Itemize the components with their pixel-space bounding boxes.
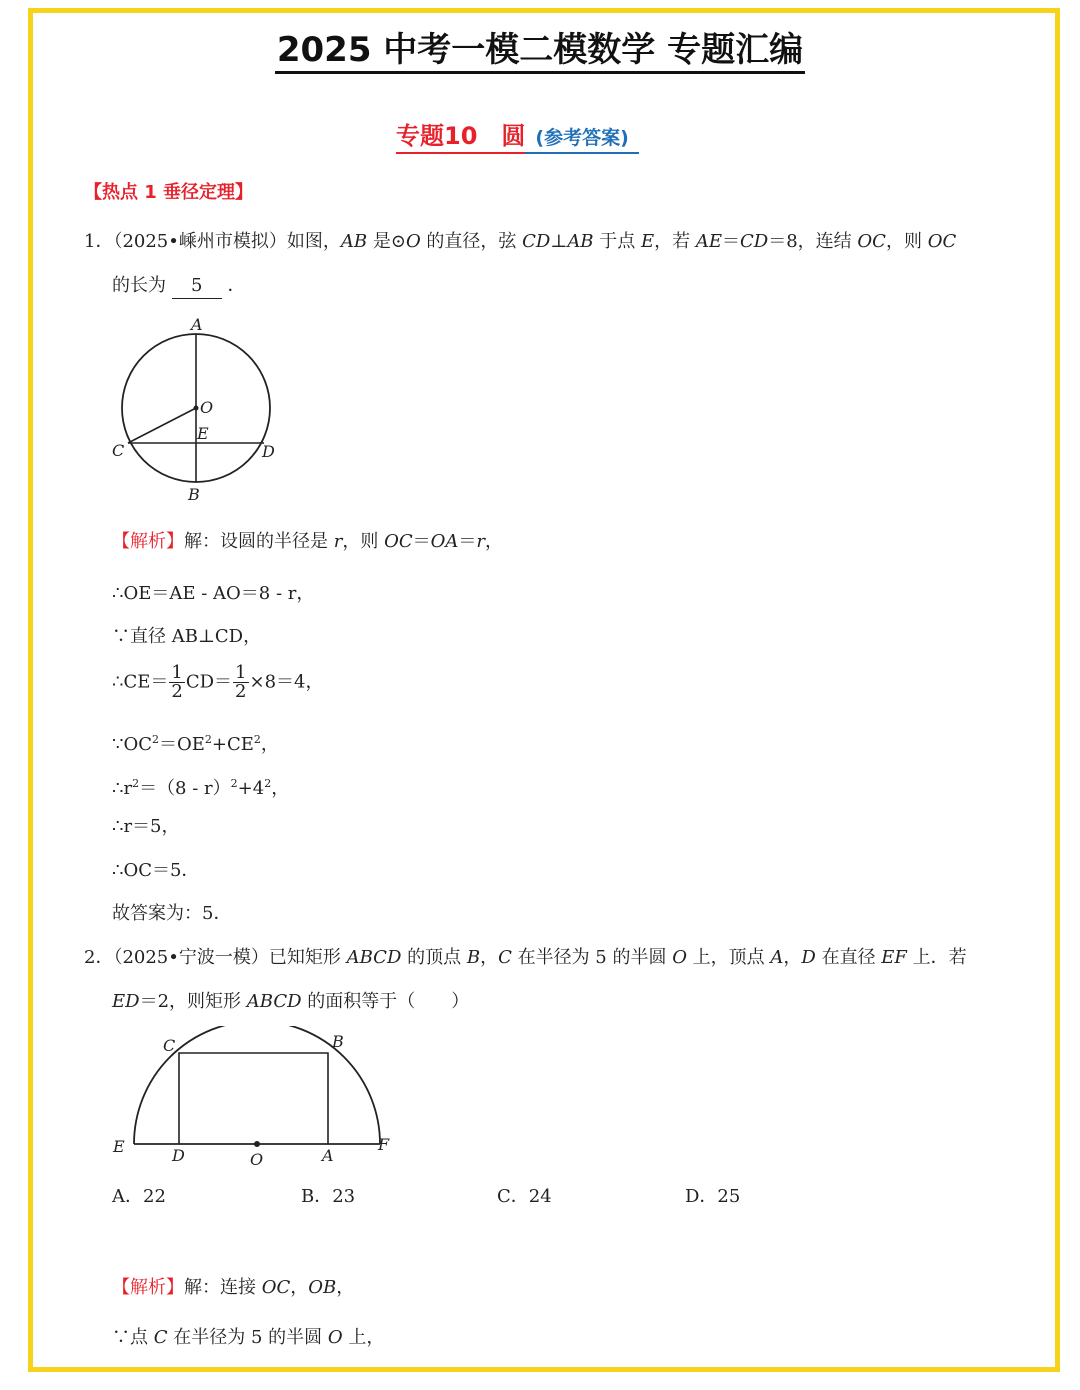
topic-name: 专题10 圆	[396, 122, 525, 154]
rectangle-abcd	[179, 1053, 328, 1144]
q1-solution-line6: $\therefore r^2=(8 - r)^2+4^2$，	[112, 777, 290, 799]
q1-solution-line5: $\because OC^2=OE^2+CE^2$，	[112, 733, 279, 755]
label-a: A	[322, 1146, 334, 1165]
q1-solution-line3: ∵直径 AB⊥CD，	[112, 626, 262, 647]
page-title: 2025 中考一模二模数学 专题汇编	[0, 22, 1080, 71]
q1-solution-line7: ∴r＝5，	[112, 816, 180, 837]
q1-answer-blank: 5	[172, 274, 222, 299]
label-c: C	[163, 1036, 176, 1055]
q2-line2: ED＝2，则矩形 ABCD 的面积等于（ ）	[112, 991, 470, 1012]
topic-title	[396, 116, 639, 151]
q1-line2: 的长为 5 ．	[112, 274, 245, 299]
q1-solution-line8: ∴OC＝5．	[112, 860, 200, 881]
fraction-half-2: $\frac{1}{2}$	[235, 662, 247, 702]
label-o: O	[200, 398, 214, 417]
q1-solution-conclusion: 故答案为：5．	[112, 903, 232, 924]
q2-option-a[interactable]: A．22	[112, 1186, 166, 1207]
label-b: B	[188, 485, 200, 504]
q2-line1: 2．（2025•宁波一模）已知矩形 ABCD 的顶点 B，C 在半径为 5 的半圆 O 上，顶点 A，D 在直径 EF 上．若	[84, 947, 967, 968]
q1-solution-line2: ∴OE＝AE - AO＝8 - r，	[112, 583, 315, 604]
label-c: C	[112, 441, 125, 460]
q2-option-b[interactable]: B．23	[301, 1186, 356, 1207]
q2-solution-line2: ∵点 C 在半径为 5 的半圆 O 上，	[112, 1327, 385, 1348]
segment-oc	[128, 408, 196, 443]
q2-semicircle-figure	[104, 1026, 404, 1174]
label-e: E	[113, 1137, 125, 1156]
q1-circle-figure	[100, 312, 300, 508]
q1-solution-line1: 【解析】解：设圆的半径是 r，则 OC＝OA＝r，	[112, 531, 503, 552]
q2-solution-line1: 【解析】解：连接 OC，OB，	[112, 1277, 355, 1298]
label-e: E	[197, 424, 209, 443]
q1-line1: 1．（2025•嵊州市模拟）如图，AB 是⊙O 的直径，弦 CD⊥AB 于点 E，若 AE＝CD＝8，连结 OC，则 OC	[84, 231, 957, 252]
q1-solution-line4: ∴CE＝ $\frac{1}{2}$ CD＝ $\frac{1}{2}$ ×8＝4，	[112, 662, 324, 702]
center-point-o	[254, 1141, 260, 1147]
label-f: F	[378, 1135, 390, 1154]
q2-option-c[interactable]: C．24	[497, 1186, 552, 1207]
center-point	[194, 406, 199, 411]
q2-option-d[interactable]: D．25	[685, 1186, 741, 1207]
answer-tag: (参考答案)	[525, 127, 638, 154]
label-d: D	[172, 1146, 185, 1165]
section-label: 【热点 1 垂径定理】	[84, 182, 254, 203]
fraction-half: $\frac{1}{2}$	[171, 662, 183, 702]
label-d: D	[262, 442, 275, 461]
label-a: A	[191, 315, 203, 334]
label-o: O	[250, 1150, 264, 1169]
label-b: B	[332, 1032, 344, 1051]
